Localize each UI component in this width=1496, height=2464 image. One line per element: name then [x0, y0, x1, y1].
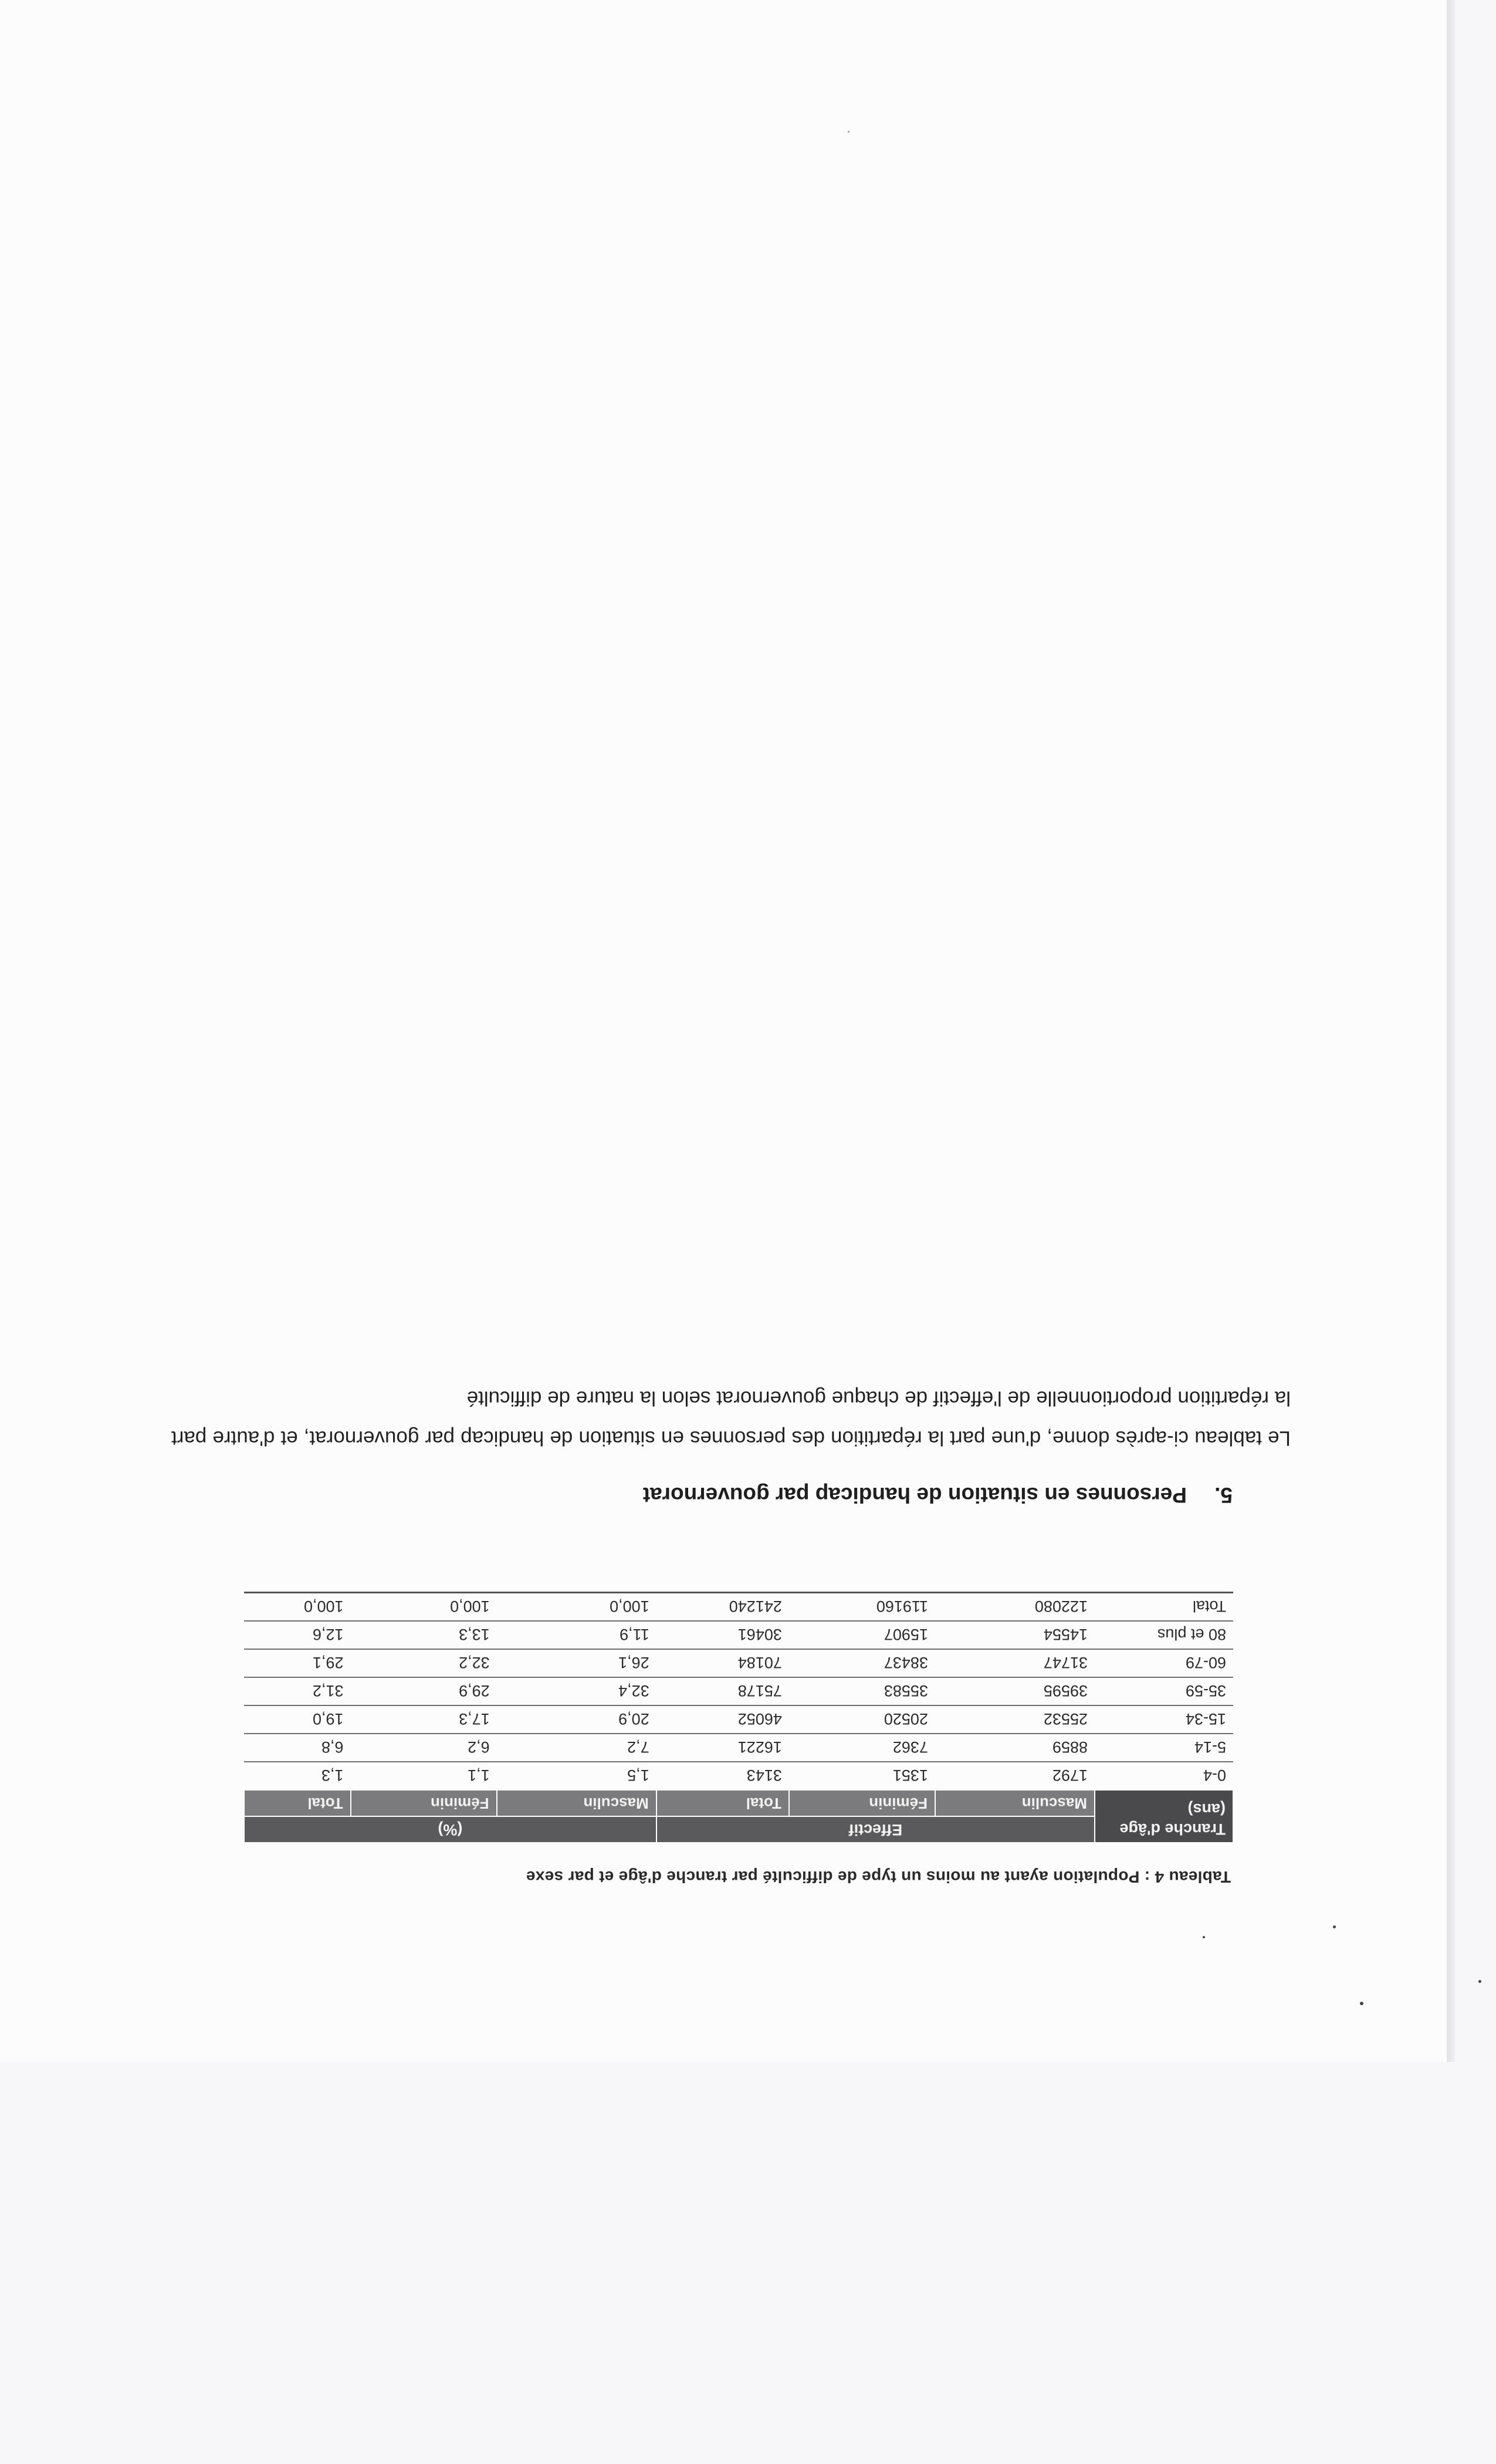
- cell-value: 30461: [656, 1621, 789, 1649]
- header-feminin-pct: Féminin: [351, 1790, 497, 1816]
- cell-value: 6,2: [351, 1734, 497, 1762]
- dust-speck: [848, 131, 849, 133]
- cell-age-group: 80 et plus: [1095, 1621, 1233, 1649]
- table-row: [244, 1762, 1233, 1790]
- dust-speck: [1360, 2002, 1363, 2005]
- cell-value: 8859: [935, 1734, 1095, 1762]
- header-masculin-pct: Masculin: [497, 1790, 656, 1816]
- cell-value: 29,9: [351, 1677, 497, 1705]
- cell-value: 7362: [789, 1734, 935, 1762]
- table-container: [243, 1592, 1234, 1843]
- cell-age-group: 5-14: [1095, 1734, 1233, 1762]
- cell-value: 6,8: [244, 1734, 351, 1762]
- cell-value: 39595: [935, 1677, 1095, 1705]
- cell-value: 3143: [656, 1762, 789, 1790]
- table-row: [244, 1734, 1233, 1762]
- cell-value: 119160: [789, 1593, 935, 1622]
- cell-value: 16221: [656, 1734, 789, 1762]
- table-row: [244, 1649, 1233, 1677]
- section-number: 5.: [1214, 1483, 1233, 1507]
- body-paragraph: Le tableau ci-après donne, d'une part la répartition des personnes en situation de handicap par gouvernorat, et d'autre part la répartition proportionnelle de l'effectif de chaque gouvernorat selon la nature de difficulté: [171, 1387, 1291, 1450]
- table-total-row: [244, 1593, 1233, 1622]
- header-total-pct: Total: [244, 1790, 351, 1816]
- cell-age-group: 35-59: [1095, 1677, 1233, 1705]
- cell-value: 20,9: [497, 1705, 656, 1734]
- cell-value: 19,0: [244, 1705, 351, 1734]
- cell-value: 25532: [935, 1705, 1095, 1734]
- cell-value: 122080: [935, 1593, 1095, 1622]
- cell-age-group: 0-4: [1095, 1762, 1233, 1790]
- cell-value: 11,9: [497, 1621, 656, 1649]
- cell-value: 100,0: [351, 1593, 497, 1622]
- section-title: Personnes en situation de handicap par gouvernorat: [642, 1483, 1187, 1507]
- cell-total-label: Total: [1095, 1593, 1233, 1622]
- sheet-edge: [1447, 0, 1455, 2062]
- cell-value: 29,1: [244, 1649, 351, 1677]
- cell-value: 20520: [789, 1705, 935, 1734]
- cell-value: 70184: [656, 1649, 789, 1677]
- header-feminin: Féminin: [789, 1790, 935, 1816]
- cell-age-group: 60-79: [1095, 1649, 1233, 1677]
- table-sub-header-row: [244, 1790, 1233, 1816]
- header-effectif: Effectif: [656, 1816, 1095, 1843]
- cell-value: 12,6: [244, 1621, 351, 1649]
- header-percent: (%): [244, 1816, 656, 1843]
- cell-value: 1351: [789, 1762, 935, 1790]
- cell-value: 13,3: [351, 1621, 497, 1649]
- section-heading: [643, 1483, 1233, 1507]
- cell-value: 31747: [935, 1649, 1095, 1677]
- header-masculin: Masculin: [935, 1790, 1095, 1816]
- cell-value: 46052: [656, 1705, 789, 1734]
- cell-value: 75178: [656, 1677, 789, 1705]
- cell-value: 35583: [789, 1677, 935, 1705]
- cell-value: 1,5: [497, 1762, 656, 1790]
- cell-value: 1792: [935, 1762, 1095, 1790]
- dust-speck: [1203, 1936, 1205, 1938]
- table-row: [244, 1621, 1233, 1649]
- cell-value: 100,0: [497, 1593, 656, 1622]
- cell-value: 14554: [935, 1621, 1095, 1649]
- dust-speck: [1478, 1980, 1481, 1983]
- cell-value: 15907: [789, 1621, 935, 1649]
- cell-age-group: 15-34: [1095, 1705, 1233, 1734]
- cell-value: 1,1: [351, 1762, 497, 1790]
- cell-value: 31,2: [244, 1677, 351, 1705]
- table-group-header-row: [244, 1816, 1233, 1843]
- cell-value: 26,1: [497, 1649, 656, 1677]
- table-caption: Tableau 4 : Population ayant au moins un type de difficulté par tranche d'âge et par sexe: [526, 1868, 1231, 1886]
- cell-value: 32,4: [497, 1677, 656, 1705]
- header-tranche: Tranche d'âge (ans): [1095, 1790, 1233, 1843]
- dust-speck: [1333, 1925, 1336, 1928]
- cell-value: 1,3: [244, 1762, 351, 1790]
- cell-value: 241240: [656, 1593, 789, 1622]
- difficulty-table: [243, 1592, 1234, 1843]
- table-row: [244, 1677, 1233, 1705]
- cell-value: 7,2: [497, 1734, 656, 1762]
- table-row: [244, 1705, 1233, 1734]
- header-total: Total: [656, 1790, 789, 1816]
- cell-value: 100,0: [244, 1593, 351, 1622]
- cell-value: 38437: [789, 1649, 935, 1677]
- cell-value: 17,3: [351, 1705, 497, 1734]
- cell-value: 32,2: [351, 1649, 497, 1677]
